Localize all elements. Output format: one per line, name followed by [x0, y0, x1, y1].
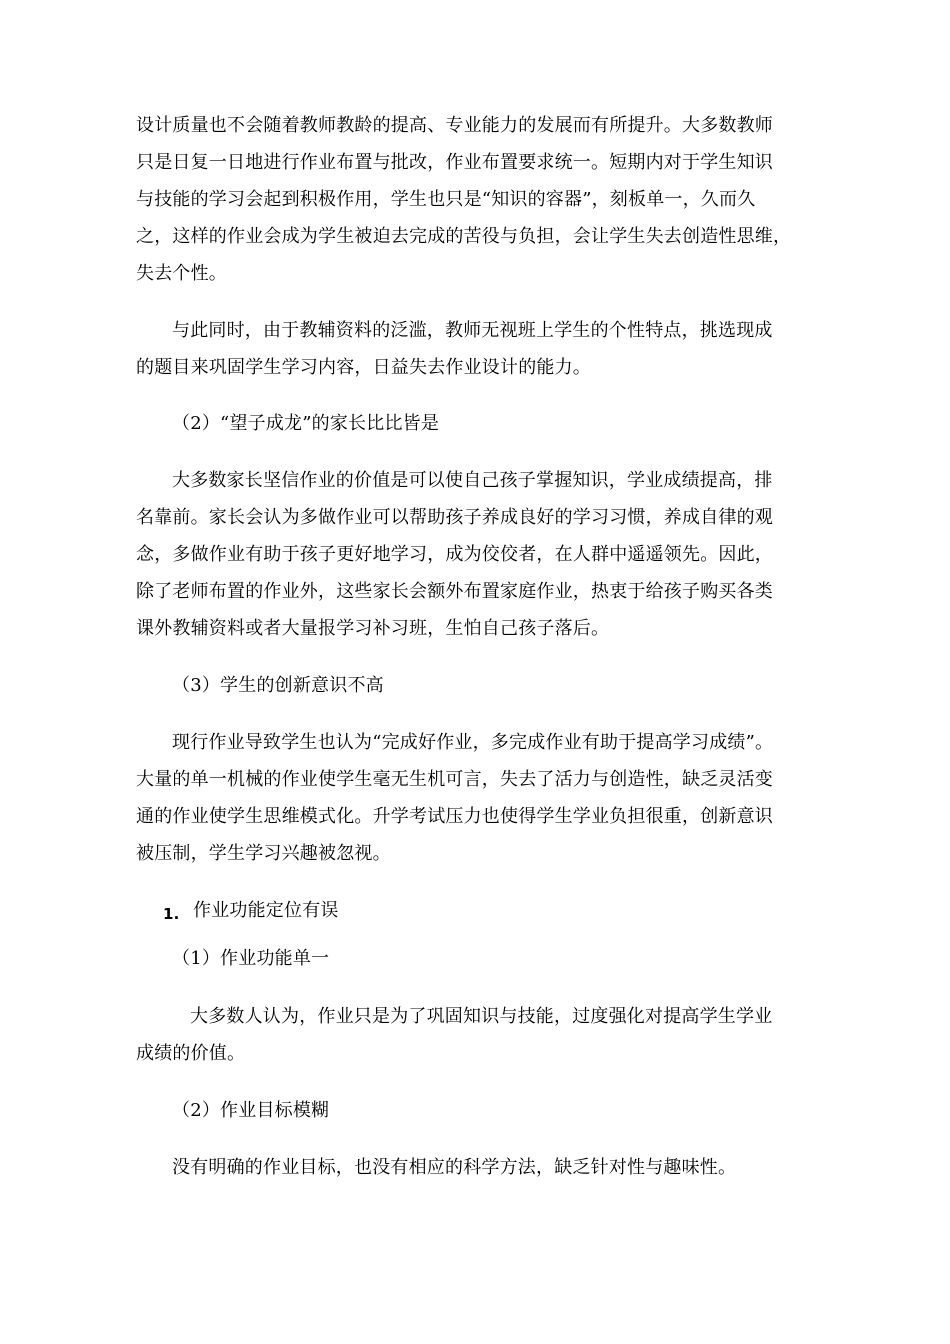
- text-line: 与技能的学习会起到积极作用，学生也只是“知识的容器”，刻板单一，久而久: [136, 189, 756, 210]
- text-line: 大多数人认为，作业只是为了巩固知识与技能，过度强化对提高学生学业: [190, 1006, 773, 1027]
- text-line: 现行作业导致学生也认为“完成好作业，多完成作业有助于提高学习成绩”。: [172, 732, 774, 753]
- text-line: 失去个性。: [136, 263, 227, 284]
- text-line: 设计质量也不会随着教师教龄的提高、专业能力的发展而有所提升。大多数教师: [136, 115, 773, 136]
- subheading-text: （3）学生的创新意识不高: [172, 675, 384, 696]
- text-line: 只是日复一日地进行作业布置与批改，作业布置要求统一。短期内对于学生知识: [136, 152, 773, 173]
- text-line: 除了老师布置的作业外，这些家长会额外布置家庭作业，热衷于给孩子购买各类: [136, 581, 773, 602]
- text-line: 大量的单一机械的作业使学生毫无生机可言，失去了活力与创造性，缺乏灵活变: [136, 769, 773, 790]
- text-line: 通的作业使学生思维模式化。升学考试压力也使得学生学业负担很重，创新意识: [136, 806, 773, 827]
- subheading-text: （1）作业功能单一: [172, 948, 330, 969]
- text-line: 念，多做作业有助于孩子更好地学习，成为佼佼者，在人群中遥遥领先。因此，: [136, 544, 773, 565]
- text-line: 之，这样的作业会成为学生被迫去完成的苦役与负担，会让学生失去创造性思维，: [136, 226, 792, 247]
- text-line: 课外教辅资料或者大量报学习补习班，生怕自己孩子落后。: [136, 618, 610, 639]
- text-line: 成绩的价值。: [136, 1043, 246, 1064]
- text-line: 大多数家长坚信作业的价值是可以使自己孩子掌握知识，学业成绩提高，排: [172, 470, 773, 491]
- heading-number: 1.: [163, 905, 180, 923]
- subheading-text: （2）作业目标模糊: [172, 1100, 330, 1121]
- text-line: 被压制，学生学习兴趣被忽视。: [136, 843, 391, 864]
- text-line: 名靠前。家长会认为多做作业可以帮助孩子养成良好的学习习惯，养成自律的观: [136, 507, 773, 528]
- text-line: 与此同时，由于教辅资料的泛滥，教师无视班上学生的个性特点，挑选现成: [172, 320, 773, 341]
- subheading-text: （2）“望子成龙”的家长比比皆是: [172, 413, 440, 434]
- text-line: 没有明确的作业目标，也没有相应的科学方法，缺乏针对性与趣味性。: [172, 1157, 737, 1178]
- text-line: 的题目来巩固学生学习内容，日益失去作业设计的能力。: [136, 357, 591, 378]
- heading-text: 作业功能定位有误: [193, 900, 339, 921]
